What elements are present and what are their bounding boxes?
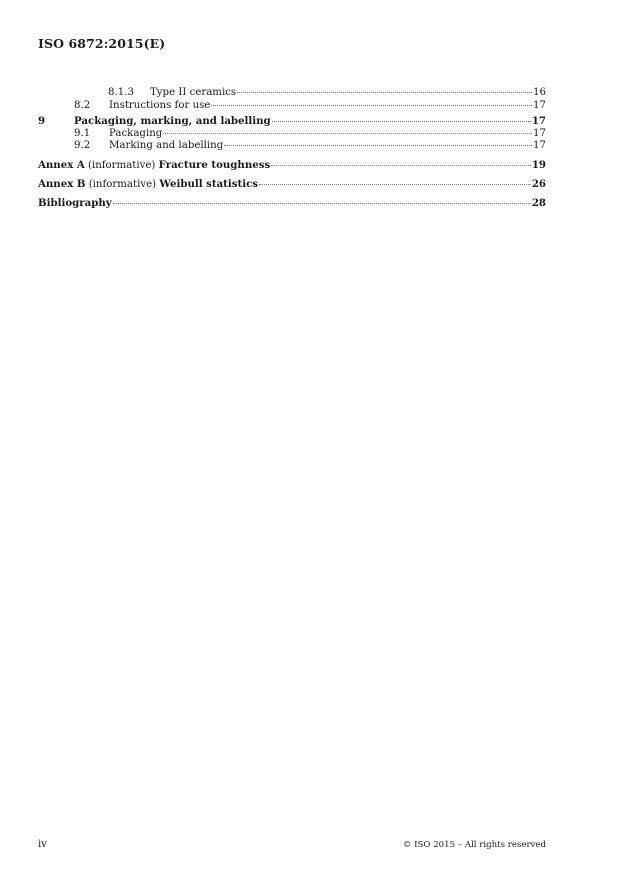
dot-leader: [272, 121, 531, 122]
toc-entry-page: 17: [533, 99, 546, 111]
toc-entry-number: 9.2: [74, 140, 91, 151]
dot-leader: [211, 105, 532, 106]
footer-copyright: © ISO 2015 – All rights reserved: [402, 840, 546, 850]
toc-entry-number: 9: [38, 115, 46, 127]
toc-entry-title: Packaging, marking, and labelling: [74, 115, 271, 127]
table-of-contents: [38, 87, 546, 213]
toc-entry-8-2[interactable]: [38, 100, 546, 113]
annex-qualifier: (informative): [87, 159, 156, 171]
toc-entry-page: 19: [531, 158, 546, 171]
toc-entry-page: 26: [531, 177, 546, 190]
annex-label: Annex A: [38, 158, 85, 171]
annex-qualifier: (informative): [88, 178, 157, 190]
annex-title: Fracture toughness: [158, 158, 271, 171]
bibliography-title: Bibliography: [38, 196, 112, 209]
toc-entry-title: Marking and labelling: [109, 140, 224, 151]
footer-page-number: iv: [38, 839, 47, 850]
toc-entry-8-1-3[interactable]: [38, 87, 546, 100]
dot-leader: [237, 92, 532, 93]
document-id-header: ISO 6872:2015(E): [38, 36, 166, 51]
dot-leader: [224, 145, 532, 146]
toc-entry-bibliography[interactable]: [38, 194, 546, 213]
toc-entry-page: 16: [533, 87, 546, 98]
toc-entry-title: Type II ceramics: [150, 87, 237, 98]
dot-leader: [271, 165, 531, 166]
dot-leader: [113, 203, 531, 204]
toc-entry-number: 8.2: [74, 99, 91, 111]
annex-title: Weibull statistics: [159, 177, 259, 190]
toc-entry-annex-b[interactable]: [38, 175, 546, 194]
toc-entry-annex-a[interactable]: [38, 156, 546, 175]
annex-label: Annex B: [38, 177, 86, 190]
toc-entry-title: Packaging: [109, 127, 163, 139]
toc-entry-9-2[interactable]: [38, 140, 546, 153]
toc-entry-page: 17: [531, 115, 546, 127]
toc-entry-title: Instructions for use: [109, 99, 211, 111]
toc-entry-page: 28: [531, 196, 546, 209]
toc-entry-number: 9.1: [74, 127, 91, 139]
toc-entry-page: 17: [533, 127, 546, 139]
dot-leader: [259, 184, 531, 185]
toc-entry-number: 8.1.3: [108, 87, 134, 98]
dot-leader: [163, 133, 532, 134]
toc-entry-page: 17: [533, 140, 546, 151]
toc-entry-9[interactable]: [38, 115, 546, 128]
toc-entry-9-1[interactable]: [38, 128, 546, 141]
